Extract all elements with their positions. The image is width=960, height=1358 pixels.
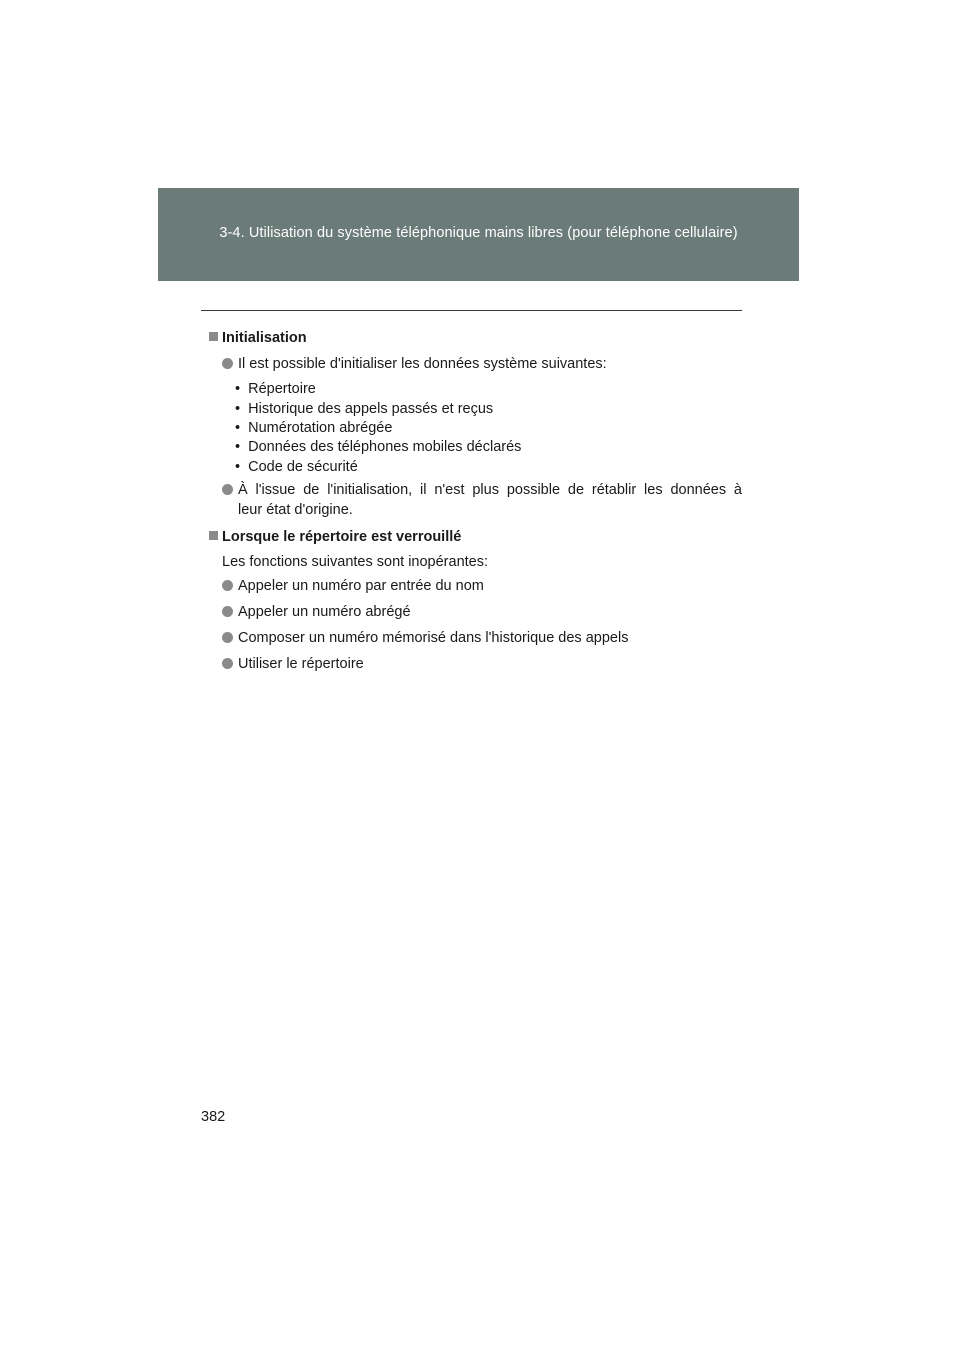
page-number: 382 — [201, 1109, 226, 1125]
circle-bullet-icon — [222, 580, 233, 591]
list-item: • Répertoire — [235, 381, 316, 397]
circle-bullet-icon — [222, 606, 233, 617]
square-bullet-icon — [209, 531, 218, 540]
circle-bullet-icon — [222, 358, 233, 369]
divider-rule — [201, 310, 742, 311]
list-item: • Numérotation abrégée — [235, 420, 393, 436]
circle-bullet-icon — [222, 632, 233, 643]
note-line-2: leur état d'origine. — [238, 502, 353, 518]
square-bullet-icon — [209, 332, 218, 341]
list-item: • Historique des appels passés et reçus — [235, 401, 494, 417]
section-heading-initialisation: Initialisation — [209, 329, 307, 347]
section-intro: Les fonctions suivantes sont inopérantes: — [222, 554, 488, 570]
bullet-item: Composer un numéro mémorisé dans l'historique des appels — [222, 629, 628, 647]
bullet-item: Appeler un numéro abrégé — [222, 603, 411, 621]
bullet-item: Appeler un numéro par entrée du nom — [222, 577, 484, 595]
chapter-title: 3-4. Utilisation du système téléphonique mains libres (pour téléphone cellulaire) — [219, 225, 738, 241]
circle-bullet-icon — [222, 484, 233, 495]
section-heading-locked-phonebook: Lorsque le répertoire est verrouillé — [209, 528, 461, 546]
bullet-item: Il est possible d'initialiser les données système suivantes: — [222, 355, 607, 373]
note-line-1: À l'issue de l'initialisation, il n'est plus possible de rétablir les données à — [238, 482, 742, 498]
bullet-item: Utiliser le répertoire — [222, 655, 364, 673]
circle-bullet-icon — [222, 658, 233, 669]
chapter-header — [158, 188, 799, 281]
list-item: • Données des téléphones mobiles déclarés — [235, 439, 522, 455]
list-item: • Code de sécurité — [235, 459, 358, 475]
